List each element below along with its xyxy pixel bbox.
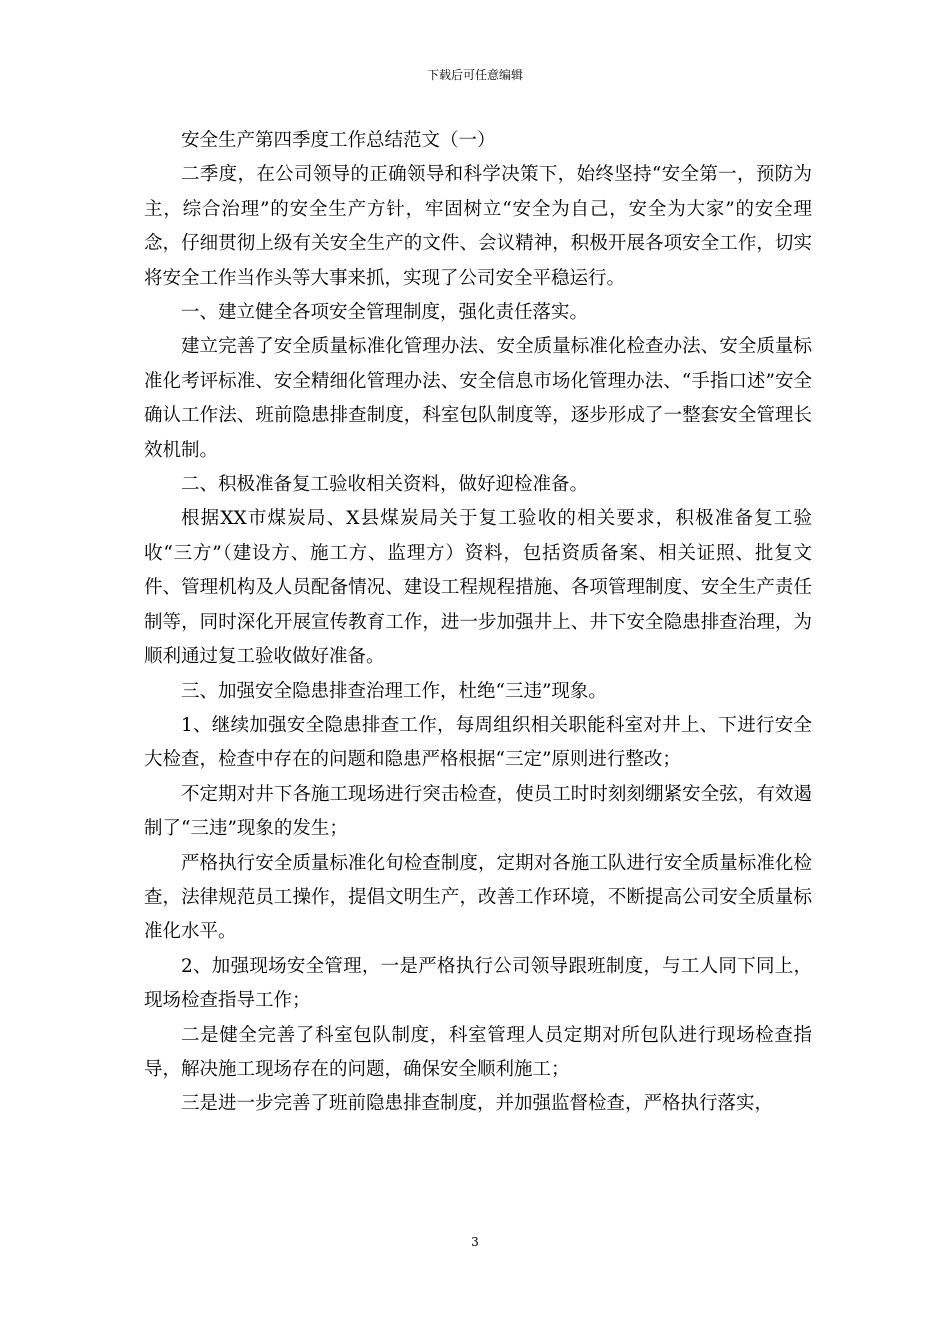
paragraph-item-2: 2、加强现场安全管理，一是严格执行公司领导跟班制度，与工人同下同上，现场检查指导工作； — [144, 955, 812, 1012]
section-heading-2: 二、积极准备复工验收相关资料，做好迎检准备。 — [181, 474, 589, 496]
paragraph-item-1-cont-b: 严格执行安全质量标准化旬检查制度，定期对各施工队进行安全质量标准化检查，法律规范员工操作，提倡文明生产，改善工作环境，不断提高公司安全质量标准化水平。 — [144, 852, 812, 943]
page-number: 3 — [471, 1235, 479, 1249]
section-heading-1: 一、建立健全各项安全管理制度，强化责任落实。 — [181, 302, 589, 324]
document-body — [144, 124, 812, 1122]
paragraph-intro: 二季度，在公司领导的正确领导和科学决策下，始终坚持“安全第一，预防为主，综合治理”的安全生产方针，牢固树立“安全为自己，安全为大家”的安全理念，仔细贯彻上级有关安全生产的文件、会议精神，积极开展各项安全工作，切实将安全工作当作头等大事来抓，实现了公司安全平稳运行。 — [144, 164, 812, 289]
paragraph-item-2-cont-a: 二是健全完善了科室包队制度，科室管理人员定期对所包队进行现场检查指导，解决施工现场存在的问题，确保安全顺利施工； — [144, 1024, 812, 1080]
page-header: 下载后可任意编辑 — [426, 68, 523, 82]
paragraph-item-1-cont-a: 不定期对井下各施工现场进行突击检查，使员工时时刻刻绷紧安全弦，有效遏制了“三违”现象的发生； — [144, 783, 812, 840]
document-title: 安全生产第四季度工作总结范文（一） — [181, 130, 496, 151]
paragraph-item-2-cont-b: 三是进一步完善了班前隐患排查制度，并加强监督检查，严格执行落实， — [181, 1093, 774, 1115]
paragraph-section-1: 建立完善了安全质量标准化管理办法、安全质量标准化检查办法、安全质量标准化考评标准、安全精细化管理办法、安全信息市场化管理办法、“手指口述”安全确认工作法、班前隐患排查制度，科室包队制度等，逐步形成了一整套安全管理长效机制。 — [144, 336, 812, 461]
paragraph-section-2: 根据XX市煤炭局、X县煤炭局关于复工验收的相关要求，积极准备复工验收“三方”（建设方、施工方、监理方）资料，包括资质备案、相关证照、批复文件、管理机构及人员配备情况、建设工程规程措施、各项管理制度、安全生产责任制等，同时深化开展宣传教育工作，进一步加强井上、井下安全隐患排查治理，为顺利通过复工验收做好准备。 — [144, 508, 812, 668]
section-heading-3: 三、加强安全隐患排查治理工作，杜绝“三违”现象。 — [181, 680, 607, 702]
paragraph-item-1: 1、继续加强安全隐患排查工作，每周组织相关职能科室对井上、下进行安全大检查，检查中存在的问题和隐患严格根据“三定”原则进行整改； — [144, 714, 812, 771]
